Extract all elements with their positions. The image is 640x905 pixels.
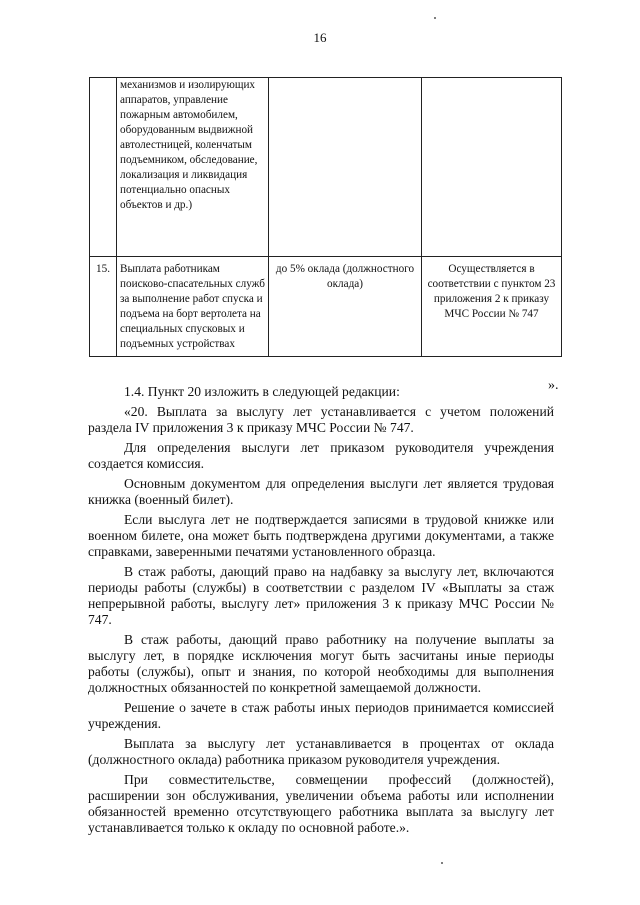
table-row: [90, 78, 562, 257]
paragraph-confirmation: Если выслуга лет не подтверждается записями в трудовой книжке или военном билете, она может быть подтверждена другими документами, а также справками, заверенными печатями установленного образца.: [88, 512, 554, 559]
table-row: [90, 257, 562, 357]
paragraph-clause-1-4: 1.4. Пункт 20 изложить в следующей редакции:: [124, 384, 400, 399]
paragraph-main-document: Основным документом для определения выслуги лет является трудовая книжка (военный билет).: [88, 476, 554, 507]
paragraph-percentage: Выплата за выслугу лет устанавливается в процентах от оклада (должностного оклада) работника приказом руководителя учреждения.: [88, 736, 554, 767]
row-number-cell: [90, 78, 117, 257]
paragraph-commission: Для определения выслуги лет приказом руководителя учреждения создается комиссия.: [88, 440, 554, 471]
paragraph-part-time: При совместительстве, совмещении профессий (должностей), расширении зон обслуживания, увеличении объема работы или исполнении обязанностей временно отсутствующего работника выплата за выслугу лет устанавливается только к окладу по основной работе.».: [88, 772, 554, 835]
payments-table: [89, 77, 562, 357]
page-number: 16: [313, 30, 327, 45]
row-amount-cell: [269, 78, 422, 257]
row-number-cell: 15.: [90, 257, 117, 357]
paragraph-included-periods: В стаж работы, дающий право на надбавку за выслугу лет, включаются периоды работы (службы) в соответствии с разделом IV «Выплаты за стаж непрерывной работы, выслугу лет» приложения 3 к приказу МЧС России № 747.: [88, 564, 554, 627]
document-body: [88, 384, 554, 840]
table-closing-quote: ».: [548, 378, 559, 393]
paragraph-exceptions: В стаж работы, дающий право работнику на получение выплаты за выслугу лет, в порядке исключения могут быть засчитаны иные периоды работы (службы), опыт и знания, по которой необходимы для выполнения должностных обязанностей по конкретной замещаемой должности.: [88, 632, 554, 695]
row-note-cell: Осуществляется в соответствии с пунктом 23 приложения 2 к приказу МЧС России № 747: [422, 257, 562, 357]
paragraph-item-20: «20. Выплата за выслугу лет устанавливается с учетом положений раздела IV приложения 3 к приказу МЧС России № 747.: [88, 404, 554, 435]
row-description-cell: механизмов и изолирующих аппаратов, управление пожарным автомобилем, оборудованным выдвижной автолестницей, коленчатым подъемником, обследование, локализация и ликвидация потенциально опасных объектов и др.): [117, 78, 269, 257]
paragraph-decision: Решение о зачете в стаж работы иных периодов принимается комиссией учреждения.: [88, 700, 554, 731]
scan-speck: [441, 862, 443, 864]
row-note-cell: [422, 78, 562, 257]
row-amount-cell: до 5% оклада (должностного оклада): [269, 257, 422, 357]
row-description-cell: Выплата работникам поисково-спасательных служб за выполнение работ спуска и подъема на борт вертолета на специальных спусковых и подъемных устройствах: [117, 257, 269, 357]
scan-speck: [434, 17, 436, 19]
